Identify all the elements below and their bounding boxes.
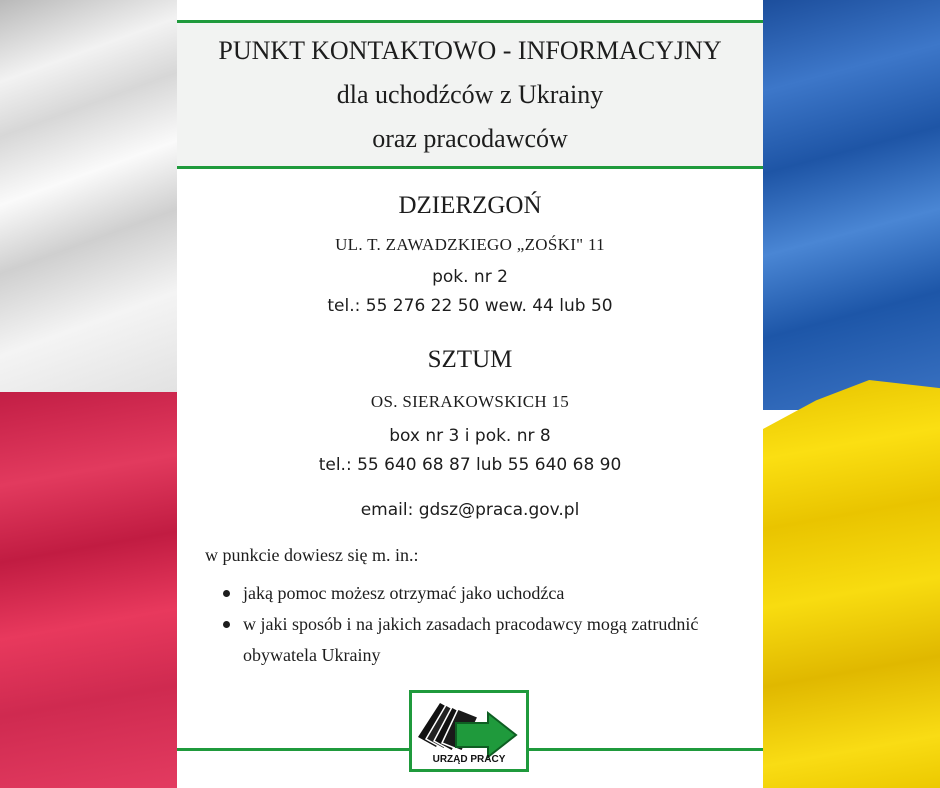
office-phone: tel.: 55 276 22 50 wew. 44 lub 50 — [327, 296, 613, 316]
header-subtitle-2: oraz pracodawców — [372, 124, 568, 153]
header-title: PUNKT KONTAKTOWO - INFORMACYJNY — [218, 36, 722, 65]
office-room: pok. nr 2 — [432, 267, 508, 287]
list-item-text: jaką pomoc możesz otrzymać jako uchodźca — [243, 583, 565, 603]
info-panel — [177, 0, 763, 788]
office-room: box nr 3 i pok. nr 8 — [389, 426, 551, 446]
ukraine-flag-blue-stripe — [763, 0, 940, 410]
ukraine-flag-yellow-stripe — [763, 380, 940, 788]
logo-text: URZĄD PRACY — [432, 754, 506, 765]
bullet-dot-icon — [223, 590, 230, 597]
list-item — [205, 578, 745, 609]
bullet-list — [205, 578, 745, 671]
office-street: UL. T. ZAWADZKIEGO „ZOŚKI" 11 — [335, 235, 605, 254]
urzad-pracy-logo — [409, 690, 529, 772]
office-city-dzierzgon: DZIERZGOŃ — [398, 192, 542, 219]
ukraine-flag — [763, 0, 940, 788]
bullet-dot-icon — [223, 621, 230, 628]
poland-flag-white-stripe — [0, 0, 177, 392]
list-item — [205, 609, 745, 671]
poland-flag-red-stripe — [0, 392, 177, 788]
header-subtitle: dla uchodźców z Ukrainy — [336, 80, 604, 109]
office-city-sztum: SZTUM — [427, 346, 513, 373]
intro-text: w punkcie dowiesz się m. in.: — [205, 545, 419, 565]
email-address[interactable]: email: gdsz@praca.gov.pl — [360, 500, 580, 520]
list-item-text: w jaki sposób i na jakich zasadach pracodawcy mogą zatrudnić obywatela Ukrainy — [243, 614, 699, 665]
office-phone: tel.: 55 640 68 87 lub 55 640 68 90 — [318, 455, 622, 475]
office-street: OS. SIERAKOWSKICH 15 — [370, 392, 570, 411]
poland-flag — [0, 0, 177, 788]
